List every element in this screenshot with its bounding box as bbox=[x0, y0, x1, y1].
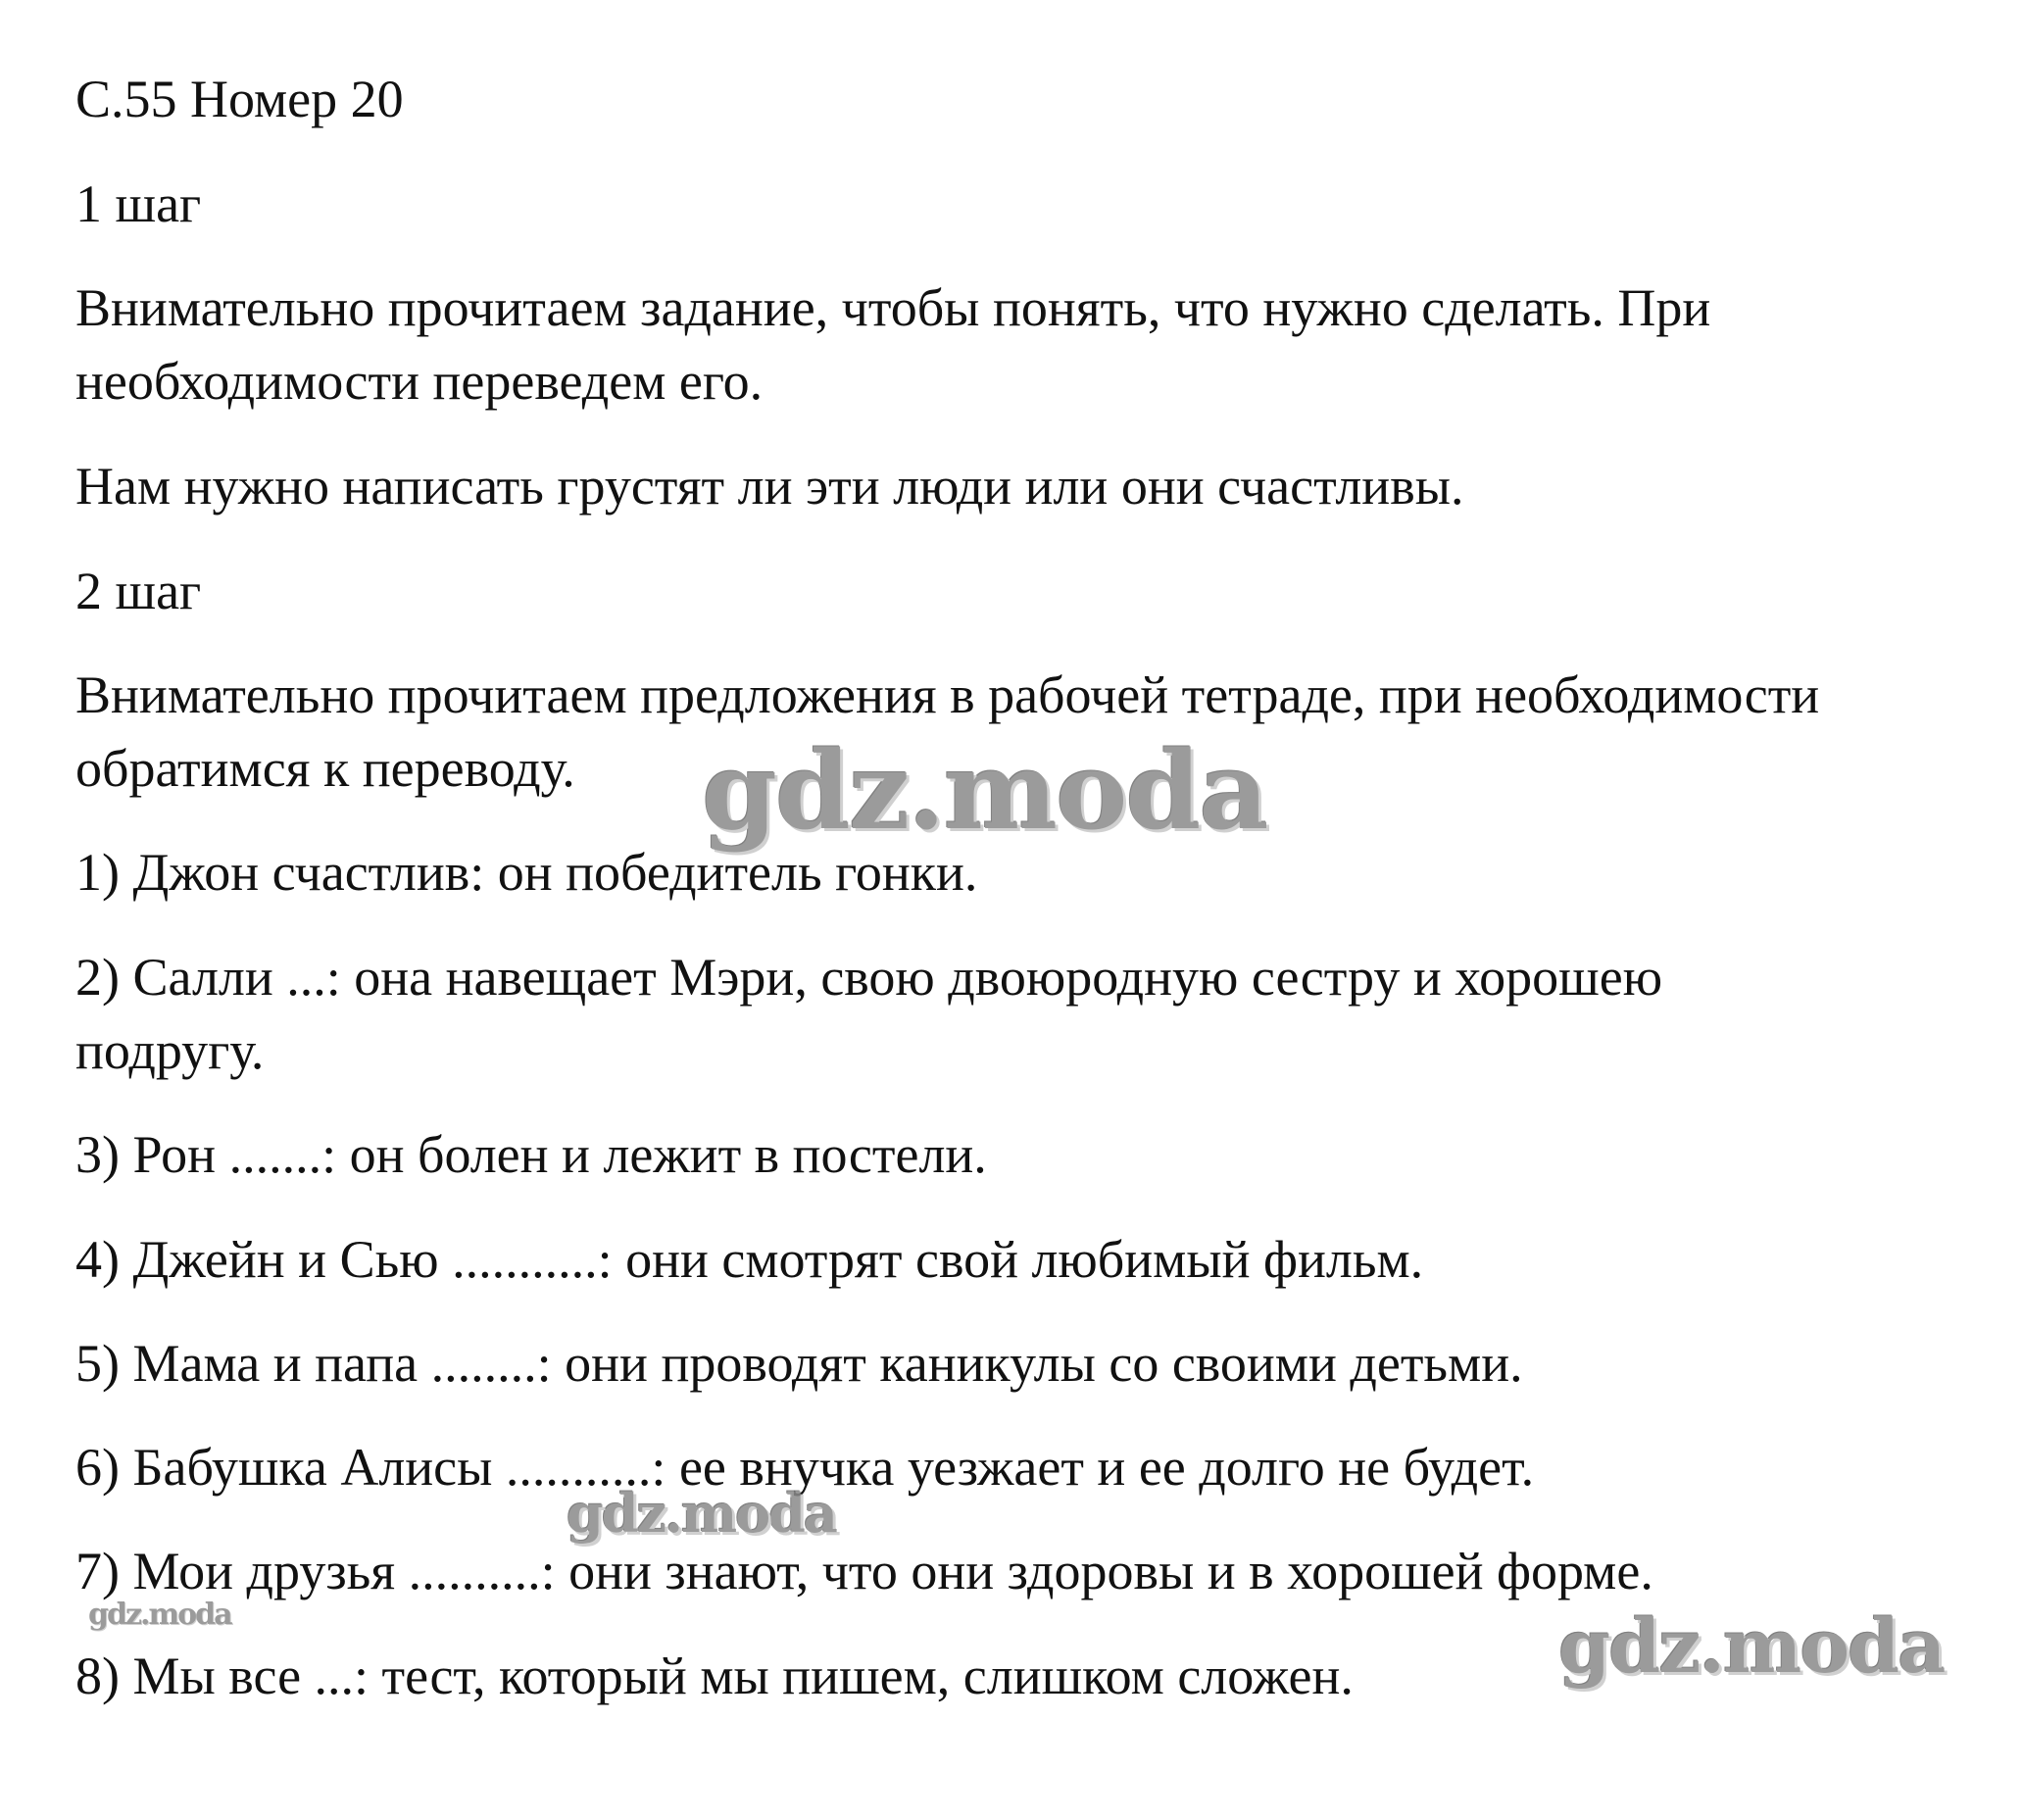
sentence-7: 7) Мои друзья ..........: они знают, что они здоровы и в хорошей форме. bbox=[75, 1542, 1653, 1600]
step-1-text-line-1: Внимательно прочитаем задание, чтобы понять, что нужно сделать. При bbox=[75, 278, 1711, 337]
step-1-text-line-2: необходимости переведем его. bbox=[75, 352, 764, 411]
watermark-small: gdz.moda bbox=[88, 1598, 231, 1632]
step-2-label: 2 шаг bbox=[75, 562, 202, 620]
step-1-label: 1 шаг bbox=[75, 174, 202, 233]
sentence-4: 4) Джейн и Сью ...........: они смотрят свой любимый фильм. bbox=[75, 1230, 1424, 1289]
step-2-text-line-1: Внимательно прочитаем предложения в рабочей тетраде, при необходимости bbox=[75, 665, 1820, 724]
sentence-6: 6) Бабушка Алисы ...........: ее внучка уезжает и ее долго не будет. bbox=[75, 1438, 1535, 1497]
watermark-large: gdz.moda bbox=[702, 727, 1267, 854]
watermark-medium: gdz.moda bbox=[567, 1482, 836, 1545]
sentence-2: 2) Салли ...: она навещает Мэри, свою двоюродную сестру и хорошею bbox=[75, 948, 1663, 1007]
task-description: Нам нужно написать грустят ли эти люди или они счастливы. bbox=[75, 457, 1464, 516]
sentence-8: 8) Мы все ...: тест, который мы пишем, слишком сложен. bbox=[75, 1647, 1354, 1705]
step-2-text-line-2: обратимся к переводу. bbox=[75, 739, 575, 798]
page-title: С.55 Номер 20 bbox=[75, 70, 404, 128]
sentence-3: 3) Рон .......: он болен и лежит в постели. bbox=[75, 1125, 987, 1184]
watermark-bottom-right: gdz.moda bbox=[1558, 1602, 1945, 1690]
sentence-5: 5) Мама и папа ........: они проводят каникулы со своими детьми. bbox=[75, 1334, 1523, 1393]
sentence-1: 1) Джон счастлив: он победитель гонки. bbox=[75, 843, 978, 902]
sentence-2-continuation: подругу. bbox=[75, 1021, 265, 1080]
